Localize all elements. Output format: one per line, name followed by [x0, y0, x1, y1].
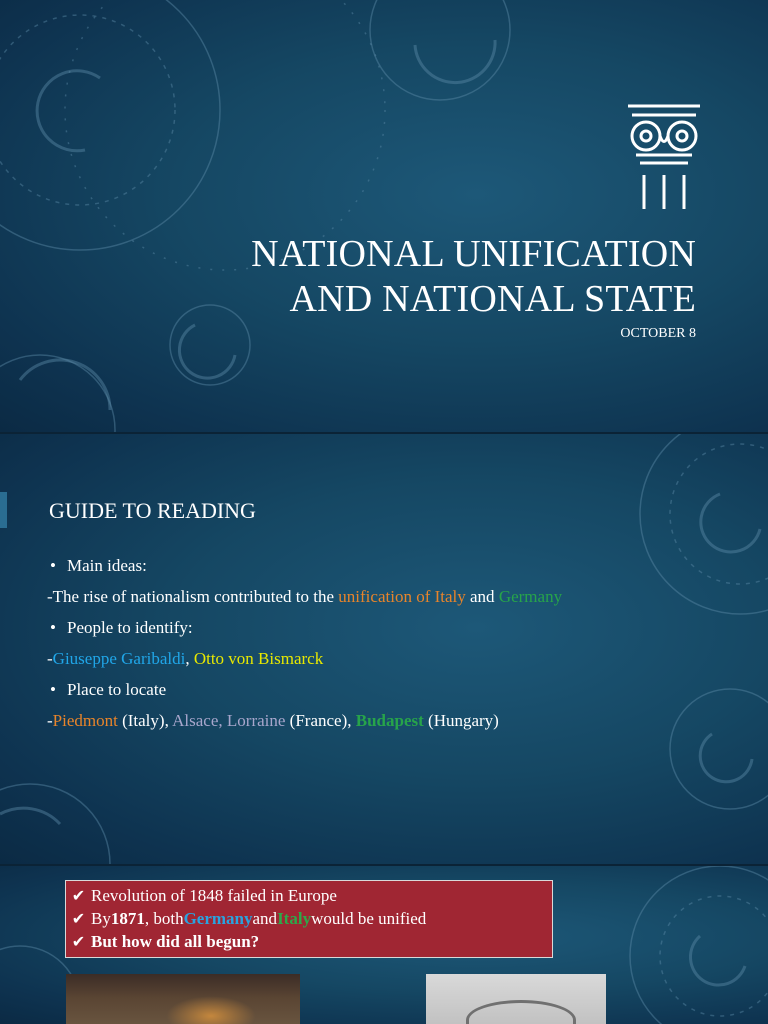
summary-slide	[0, 866, 768, 1024]
year-1871: 1871	[110, 909, 145, 928]
text: -	[47, 711, 53, 730]
guide-slide	[0, 434, 768, 864]
highlight-italy: Italy	[277, 909, 312, 928]
portrait-photo	[426, 974, 606, 1024]
places-line	[47, 705, 747, 736]
bullet-label: People to identify:	[67, 618, 193, 637]
painting-image	[66, 974, 300, 1024]
text: But how did all begun?	[91, 932, 260, 951]
text: and	[252, 909, 278, 928]
text: -The rise of nationalism contributed to the	[47, 587, 339, 606]
text: -	[47, 649, 53, 668]
text: and	[465, 587, 499, 606]
summary-box	[65, 880, 553, 958]
highlight-germany: Germany	[183, 909, 253, 928]
ionic-column-icon	[626, 103, 702, 211]
place-alsace-lorraine: Alsace, Lorraine	[172, 711, 286, 730]
summary-line-3	[66, 930, 552, 953]
summary-line-1	[66, 884, 552, 907]
title-line-1: NATIONAL UNIFICATION	[251, 233, 696, 275]
highlight-germany: Germany	[498, 587, 563, 606]
checkmark-icon: ✔	[71, 886, 86, 905]
slide-body	[47, 550, 747, 736]
text: , both	[144, 909, 184, 928]
bullet-people	[47, 612, 747, 643]
bullet-main-ideas	[47, 550, 747, 581]
text: would be unified	[311, 909, 427, 928]
person-bismarck: Otto von Bismarck	[193, 649, 324, 668]
person-garibaldi: Giuseppe Garibaldi	[52, 649, 186, 668]
slide-title	[176, 232, 696, 322]
main-ideas-line	[47, 581, 747, 612]
text: (Italy),	[117, 711, 173, 730]
slide-date: OCTOBER 8	[620, 326, 696, 341]
highlight-unification-of-italy: unification of Italy	[338, 587, 466, 606]
slide-title: GUIDE TO READING	[49, 498, 256, 523]
bullet-place	[47, 674, 747, 705]
text: Revolution of 1848 failed in Europe	[91, 886, 337, 905]
title-line-2: AND NATIONAL STATE	[289, 278, 696, 320]
text: (France),	[285, 711, 356, 730]
summary-line-2	[66, 907, 552, 930]
decorative-dial-pattern	[0, 0, 768, 432]
checkmark-icon: ✔	[71, 932, 86, 951]
title-slide	[0, 0, 768, 432]
checkmark-icon: ✔	[71, 909, 86, 928]
text: ,	[185, 649, 194, 668]
people-line	[47, 643, 747, 674]
place-budapest: Budapest	[355, 711, 424, 730]
text: By	[91, 909, 111, 928]
text: (Hungary)	[423, 711, 499, 730]
bullet-label: Place to locate	[67, 680, 167, 699]
accent-bar	[0, 492, 7, 528]
place-piedmont: Piedmont	[52, 711, 118, 730]
bullet-label: Main ideas:	[67, 556, 147, 575]
